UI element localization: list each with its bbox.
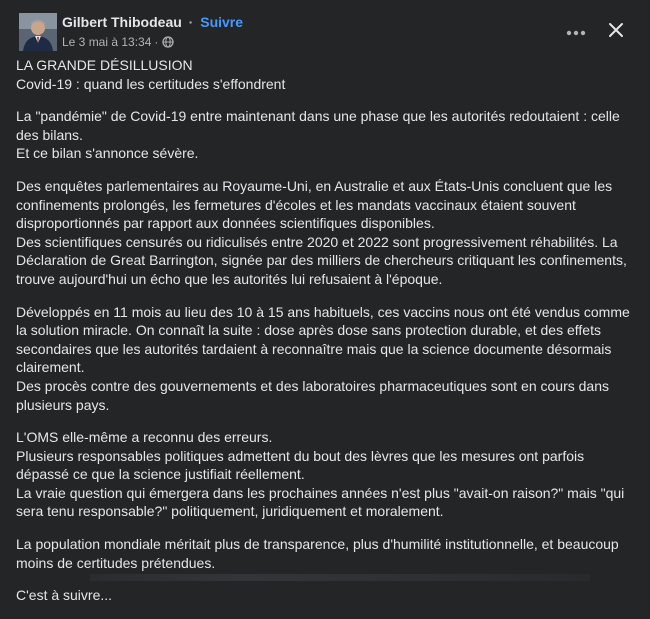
paragraph xyxy=(16,428,634,521)
paragraph xyxy=(16,56,634,93)
paragraph-line: Et ce bilan s'annonce sévère. xyxy=(16,145,199,162)
author-block xyxy=(62,13,243,50)
close-icon xyxy=(608,22,624,43)
author-name[interactable]: Gilbert Thibodeau xyxy=(62,14,182,30)
paragraph-line: Plusieurs responsables politiques admettent du bout des lèvres que les mesures ont parfois dépassé ce que la science justifiait réellement. xyxy=(16,447,585,483)
attached-media-edge[interactable] xyxy=(90,574,590,581)
paragraph-line: La population mondiale méritait plus de transparence, plus d'humilité institutionnelle, et beaucoup moins de certitudes prétendues. xyxy=(16,536,619,571)
paragraph-line: La vraie question qui émergera dans les prochaines années n'est plus "avait-on raison?" mais "qui sera tenu responsable?" politiquement, juridiquement et moralement. xyxy=(16,484,625,520)
paragraph xyxy=(16,535,634,572)
header-actions xyxy=(554,14,634,50)
more-options-button[interactable] xyxy=(558,14,594,50)
post-content xyxy=(16,56,634,619)
paragraph xyxy=(16,177,634,289)
paragraph-line: La "pandémie" de Covid-19 entre maintenant dans une phase que les autorités redoutaient : celle des bilans. xyxy=(16,108,620,143)
follow-button[interactable]: Suivre xyxy=(200,14,244,30)
paragraph xyxy=(16,107,634,163)
paragraph xyxy=(16,303,634,415)
author-avatar[interactable] xyxy=(19,13,57,51)
post-timestamp[interactable]: Le 3 mai à 13:34 xyxy=(62,35,152,49)
paragraph xyxy=(16,586,634,605)
post-meta xyxy=(62,34,243,50)
closing-line: C'est à suivre... xyxy=(16,587,113,604)
close-button[interactable] xyxy=(598,14,634,50)
paragraph-line: Des enquêtes parlementaires au Royaume-Uni, en Australie et aux États-Unis concluent que les confinements prolongés, les fermetures d'écoles et les mandats vaccinaux étaient souvent disproportionnés par rapport aux données scientifiques disponibles. xyxy=(16,177,613,232)
post-headline: LA GRANDE DÉSILLUSION xyxy=(16,57,193,73)
paragraph-line: Développés en 11 mois au lieu des 10 à 15 ans habituels, ces vaccins nous ont été vendus comme la solution miracle. On connaît la suite : dose après dose sans protection durable, et des effets secondaires que les autorités tardaient à reconnaître mais que la science documente désormais clairement. xyxy=(16,303,630,376)
more-options-icon xyxy=(566,23,586,41)
author-line xyxy=(62,13,243,31)
post-header xyxy=(16,12,634,54)
post-subtitle: Covid-19 : quand les certitudes s'effondrent xyxy=(16,75,286,92)
avatar-image xyxy=(19,13,57,51)
globe-icon[interactable] xyxy=(162,36,174,48)
name-separator: · xyxy=(188,14,194,30)
paragraph-line: Des procès contre des gouvernements et des laboratoires pharmaceutiques sont en cours dans plusieurs pays. xyxy=(16,377,610,413)
paragraph-line: L'OMS elle-même a reconnu des erreurs. xyxy=(16,429,273,446)
paragraph-line: Des scientifiques censurés ou ridiculisés entre 2020 et 2022 sont progressivement réhabilités. La Déclaration de Great Barrington, signée par des milliers de chercheurs critiquant les confinements, trouve aujourd'hui un écho que les autorités lui refusaient à l'époque. xyxy=(16,233,627,287)
meta-separator: · xyxy=(154,35,159,49)
